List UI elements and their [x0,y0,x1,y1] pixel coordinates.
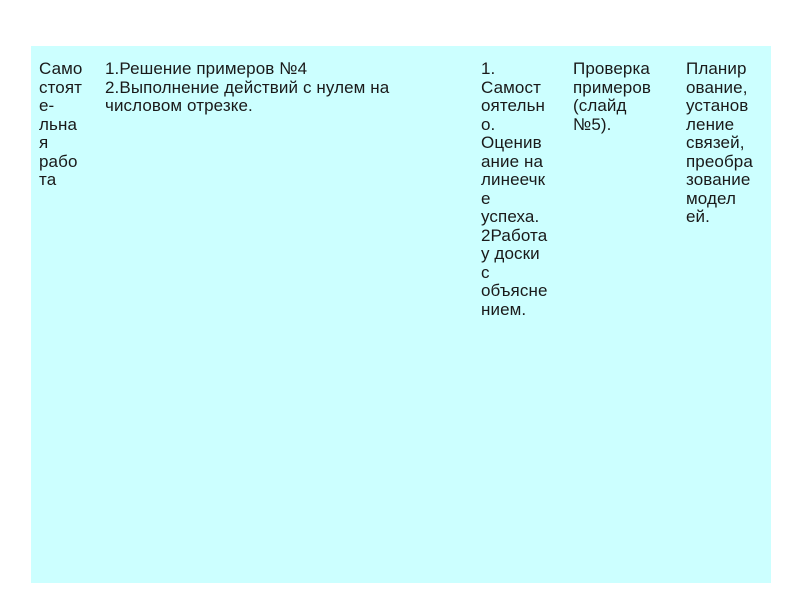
activity-cell: 1. Самост оятельн о. Оценив ание на линеечк е успеха. 2Работа у доски с объясне нием. [481,59,548,319]
content-cell: 1.Решение примеров №4 2.Выполнение действий с нулем на числовом отрезке. [105,59,390,115]
skills-cell: Планир ование, установ ление связей, преобра зование модел ей. [686,59,753,226]
lesson-table [31,46,771,583]
check-cell: Проверка примеров (слайд №5). [573,59,652,134]
stage-cell: Само стоят е- льна я рабо та [39,59,83,189]
